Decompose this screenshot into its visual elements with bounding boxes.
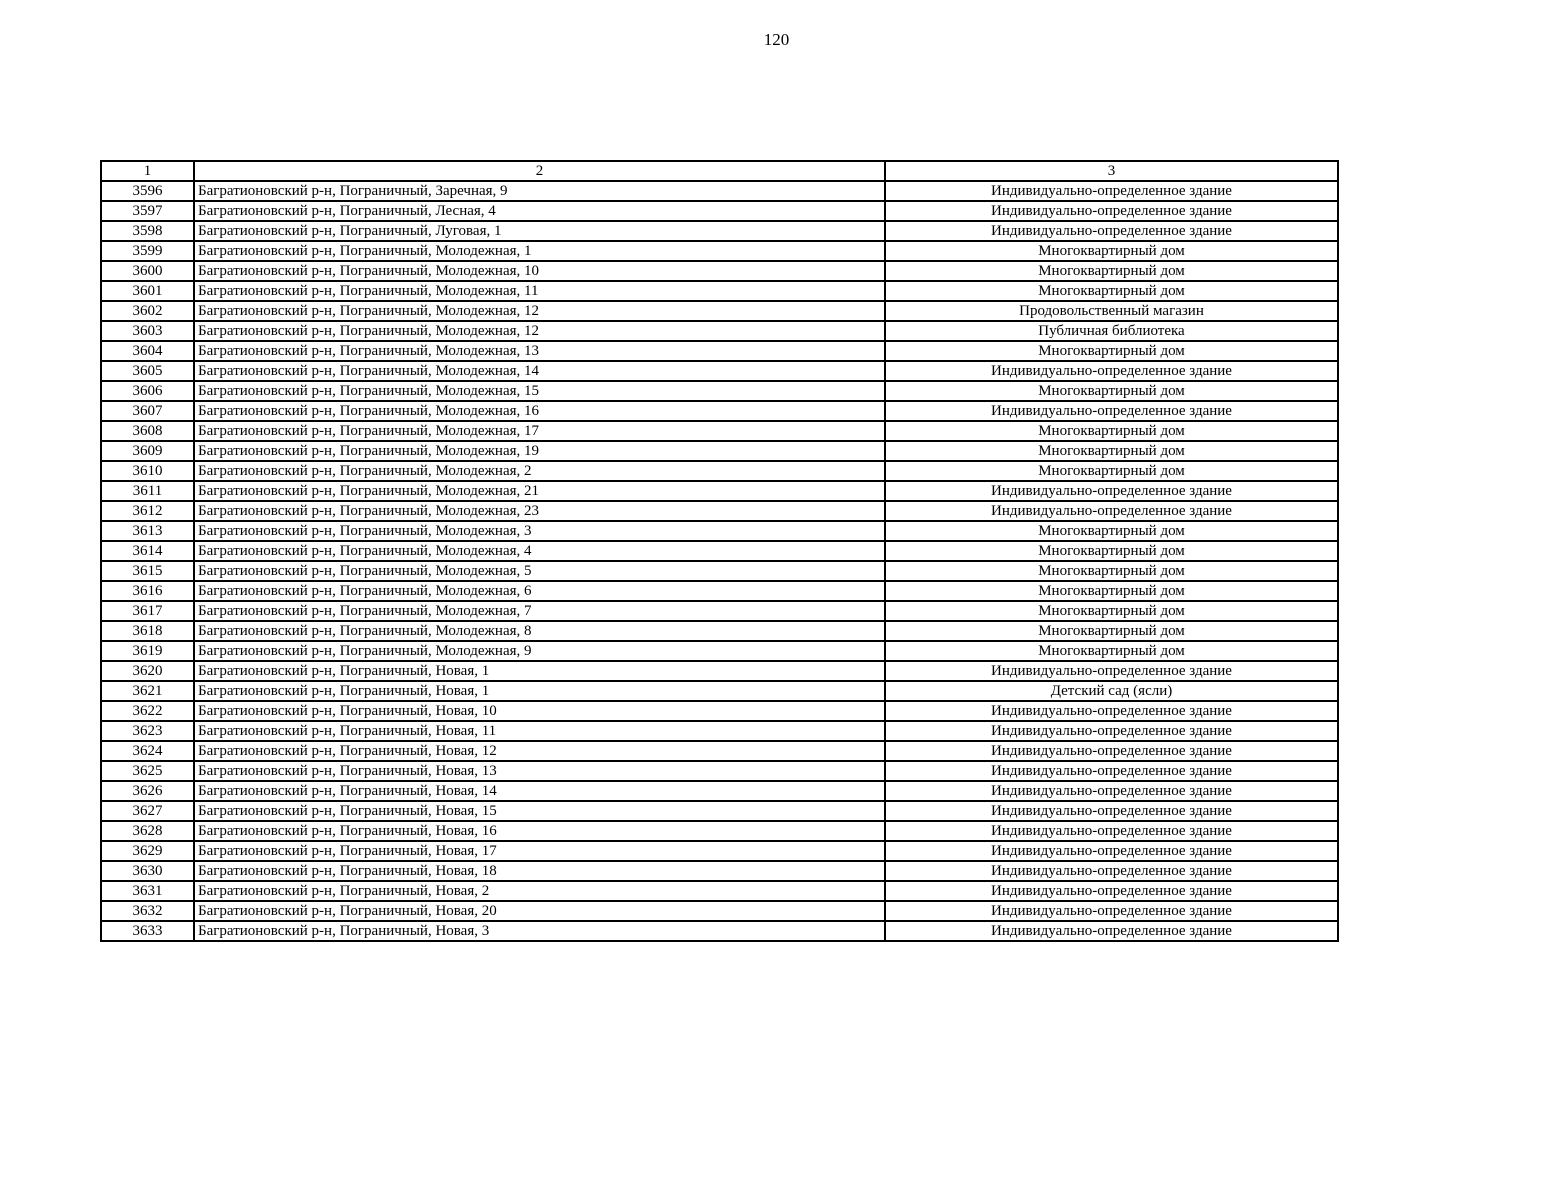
- address-cell: Багратионовский р-н, Пограничный, Молодежная, 8: [194, 621, 885, 641]
- address-cell: Багратионовский р-н, Пограничный, Молодежная, 19: [194, 441, 885, 461]
- object-type-cell: Индивидуально-определенное здание: [885, 761, 1338, 781]
- row-number-cell: 3613: [101, 521, 194, 541]
- row-number-cell: 3608: [101, 421, 194, 441]
- object-type-cell: Индивидуально-определенное здание: [885, 881, 1338, 901]
- row-number-cell: 3629: [101, 841, 194, 861]
- address-cell: Багратионовский р-н, Пограничный, Молодежная, 15: [194, 381, 885, 401]
- table-row: [101, 561, 1338, 581]
- row-number-cell: 3628: [101, 821, 194, 841]
- table-header-row: [101, 161, 1338, 181]
- object-type-cell: Индивидуально-определенное здание: [885, 181, 1338, 201]
- table-row: [101, 901, 1338, 921]
- address-cell: Багратионовский р-н, Пограничный, Новая, 16: [194, 821, 885, 841]
- object-type-cell: Многоквартирный дом: [885, 241, 1338, 261]
- object-type-cell: Многоквартирный дом: [885, 421, 1338, 441]
- address-cell: Багратионовский р-н, Пограничный, Новая, 15: [194, 801, 885, 821]
- address-cell: Багратионовский р-н, Пограничный, Молодежная, 17: [194, 421, 885, 441]
- table-row: [101, 921, 1338, 941]
- row-number-cell: 3606: [101, 381, 194, 401]
- object-type-cell: Многоквартирный дом: [885, 561, 1338, 581]
- row-number-cell: 3602: [101, 301, 194, 321]
- table-row: [101, 641, 1338, 661]
- address-cell: Багратионовский р-н, Пограничный, Молодежная, 21: [194, 481, 885, 501]
- address-cell: Багратионовский р-н, Пограничный, Молодежная, 9: [194, 641, 885, 661]
- address-cell: Багратионовский р-н, Пограничный, Новая, 1: [194, 681, 885, 701]
- object-type-cell: Индивидуально-определенное здание: [885, 501, 1338, 521]
- address-cell: Багратионовский р-н, Пограничный, Заречная, 9: [194, 181, 885, 201]
- object-type-cell: Индивидуально-определенное здание: [885, 781, 1338, 801]
- object-type-cell: Индивидуально-определенное здание: [885, 201, 1338, 221]
- object-type-cell: Многоквартирный дом: [885, 461, 1338, 481]
- registry-table: [100, 160, 1339, 942]
- object-type-cell: Многоквартирный дом: [885, 581, 1338, 601]
- table-row: [101, 241, 1338, 261]
- row-number-cell: 3626: [101, 781, 194, 801]
- row-number-cell: 3631: [101, 881, 194, 901]
- row-number-cell: 3612: [101, 501, 194, 521]
- address-cell: Багратионовский р-н, Пограничный, Новая, 18: [194, 861, 885, 881]
- address-cell: Багратионовский р-н, Пограничный, Молодежная, 14: [194, 361, 885, 381]
- address-cell: Багратионовский р-н, Пограничный, Луговая, 1: [194, 221, 885, 241]
- object-type-cell: Публичная библиотека: [885, 321, 1338, 341]
- object-type-cell: Многоквартирный дом: [885, 441, 1338, 461]
- address-cell: Багратионовский р-н, Пограничный, Молодежная, 1: [194, 241, 885, 261]
- row-number-cell: 3615: [101, 561, 194, 581]
- object-type-cell: Многоквартирный дом: [885, 621, 1338, 641]
- row-number-cell: 3598: [101, 221, 194, 241]
- row-number-cell: 3605: [101, 361, 194, 381]
- row-number-cell: 3620: [101, 661, 194, 681]
- address-cell: Багратионовский р-н, Пограничный, Молодежная, 10: [194, 261, 885, 281]
- column-number-3: 3: [885, 161, 1338, 181]
- table-row: [101, 841, 1338, 861]
- object-type-cell: Индивидуально-определенное здание: [885, 481, 1338, 501]
- object-type-cell: Индивидуально-определенное здание: [885, 821, 1338, 841]
- table-row: [101, 801, 1338, 821]
- object-type-cell: Индивидуально-определенное здание: [885, 741, 1338, 761]
- table-row: [101, 361, 1338, 381]
- address-cell: Багратионовский р-н, Пограничный, Новая, 14: [194, 781, 885, 801]
- row-number-cell: 3619: [101, 641, 194, 661]
- row-number-cell: 3618: [101, 621, 194, 641]
- address-cell: Багратионовский р-н, Пограничный, Новая, 11: [194, 721, 885, 741]
- table-row: [101, 521, 1338, 541]
- row-number-cell: 3617: [101, 601, 194, 621]
- object-type-cell: Индивидуально-определенное здание: [885, 661, 1338, 681]
- address-cell: Багратионовский р-н, Пограничный, Молодежная, 13: [194, 341, 885, 361]
- object-type-cell: Многоквартирный дом: [885, 341, 1338, 361]
- table-row: [101, 221, 1338, 241]
- object-type-cell: Индивидуально-определенное здание: [885, 721, 1338, 741]
- table-row: [101, 481, 1338, 501]
- row-number-cell: 3610: [101, 461, 194, 481]
- row-number-cell: 3607: [101, 401, 194, 421]
- table-row: [101, 381, 1338, 401]
- row-number-cell: 3596: [101, 181, 194, 201]
- table-row: [101, 301, 1338, 321]
- row-number-cell: 3621: [101, 681, 194, 701]
- table-row: [101, 281, 1338, 301]
- object-type-cell: Индивидуально-определенное здание: [885, 221, 1338, 241]
- address-cell: Багратионовский р-н, Пограничный, Молодежная, 23: [194, 501, 885, 521]
- row-number-cell: 3597: [101, 201, 194, 221]
- table-row: [101, 781, 1338, 801]
- address-cell: Багратионовский р-н, Пограничный, Молодежная, 16: [194, 401, 885, 421]
- table-row: [101, 421, 1338, 441]
- address-cell: Багратионовский р-н, Пограничный, Молодежная, 2: [194, 461, 885, 481]
- table-row: [101, 461, 1338, 481]
- row-number-cell: 3632: [101, 901, 194, 921]
- column-number-1: 1: [101, 161, 194, 181]
- object-type-cell: Индивидуально-определенное здание: [885, 801, 1338, 821]
- column-number-2: 2: [194, 161, 885, 181]
- address-cell: Багратионовский р-н, Пограничный, Молодежная, 3: [194, 521, 885, 541]
- table-row: [101, 261, 1338, 281]
- table-row: [101, 701, 1338, 721]
- table-row: [101, 321, 1338, 341]
- table-row: [101, 441, 1338, 461]
- table-row: [101, 681, 1338, 701]
- address-cell: Багратионовский р-н, Пограничный, Новая, 12: [194, 741, 885, 761]
- row-number-cell: 3601: [101, 281, 194, 301]
- table-row: [101, 821, 1338, 841]
- row-number-cell: 3616: [101, 581, 194, 601]
- address-cell: Багратионовский р-н, Пограничный, Новая, 13: [194, 761, 885, 781]
- address-cell: Багратионовский р-н, Пограничный, Новая, 20: [194, 901, 885, 921]
- row-number-cell: 3633: [101, 921, 194, 941]
- row-number-cell: 3609: [101, 441, 194, 461]
- row-number-cell: 3622: [101, 701, 194, 721]
- object-type-cell: Многоквартирный дом: [885, 541, 1338, 561]
- address-cell: Багратионовский р-н, Пограничный, Молодежная, 6: [194, 581, 885, 601]
- table-row: [101, 881, 1338, 901]
- address-cell: Багратионовский р-н, Пограничный, Новая, 2: [194, 881, 885, 901]
- table-row: [101, 761, 1338, 781]
- registry-table-body: [101, 161, 1338, 941]
- table-row: [101, 621, 1338, 641]
- address-cell: Багратионовский р-н, Пограничный, Молодежная, 5: [194, 561, 885, 581]
- address-cell: Багратионовский р-н, Пограничный, Молодежная, 4: [194, 541, 885, 561]
- object-type-cell: Многоквартирный дом: [885, 521, 1338, 541]
- address-cell: Багратионовский р-н, Пограничный, Молодежная, 11: [194, 281, 885, 301]
- row-number-cell: 3627: [101, 801, 194, 821]
- row-number-cell: 3630: [101, 861, 194, 881]
- row-number-cell: 3600: [101, 261, 194, 281]
- address-cell: Багратионовский р-н, Пограничный, Молодежная, 7: [194, 601, 885, 621]
- table-row: [101, 861, 1338, 881]
- address-cell: Багратионовский р-н, Пограничный, Новая, 1: [194, 661, 885, 681]
- object-type-cell: Продовольственный магазин: [885, 301, 1338, 321]
- table-row: [101, 741, 1338, 761]
- object-type-cell: Многоквартирный дом: [885, 601, 1338, 621]
- table-row: [101, 501, 1338, 521]
- object-type-cell: Многоквартирный дом: [885, 261, 1338, 281]
- object-type-cell: Индивидуально-определенное здание: [885, 401, 1338, 421]
- address-cell: Багратионовский р-н, Пограничный, Молодежная, 12: [194, 321, 885, 341]
- row-number-cell: 3611: [101, 481, 194, 501]
- table-row: [101, 201, 1338, 221]
- object-type-cell: Индивидуально-определенное здание: [885, 841, 1338, 861]
- table-row: [101, 661, 1338, 681]
- row-number-cell: 3603: [101, 321, 194, 341]
- object-type-cell: Детский сад (ясли): [885, 681, 1338, 701]
- table-row: [101, 601, 1338, 621]
- row-number-cell: 3625: [101, 761, 194, 781]
- object-type-cell: Многоквартирный дом: [885, 641, 1338, 661]
- address-cell: Багратионовский р-н, Пограничный, Новая, 3: [194, 921, 885, 941]
- page-number: 120: [763, 30, 790, 49]
- object-type-cell: Индивидуально-определенное здание: [885, 921, 1338, 941]
- table-row: [101, 181, 1338, 201]
- object-type-cell: Многоквартирный дом: [885, 281, 1338, 301]
- address-cell: Багратионовский р-н, Пограничный, Молодежная, 12: [194, 301, 885, 321]
- table-row: [101, 581, 1338, 601]
- table-row: [101, 721, 1338, 741]
- object-type-cell: Индивидуально-определенное здание: [885, 361, 1338, 381]
- address-cell: Багратионовский р-н, Пограничный, Новая, 17: [194, 841, 885, 861]
- address-cell: Багратионовский р-н, Пограничный, Новая, 10: [194, 701, 885, 721]
- row-number-cell: 3614: [101, 541, 194, 561]
- row-number-cell: 3623: [101, 721, 194, 741]
- address-cell: Багратионовский р-н, Пограничный, Лесная, 4: [194, 201, 885, 221]
- table-row: [101, 401, 1338, 421]
- object-type-cell: Индивидуально-определенное здание: [885, 901, 1338, 921]
- table-row: [101, 341, 1338, 361]
- row-number-cell: 3604: [101, 341, 194, 361]
- object-type-cell: Индивидуально-определенное здание: [885, 861, 1338, 881]
- object-type-cell: Многоквартирный дом: [885, 381, 1338, 401]
- object-type-cell: Индивидуально-определенное здание: [885, 701, 1338, 721]
- row-number-cell: 3624: [101, 741, 194, 761]
- row-number-cell: 3599: [101, 241, 194, 261]
- table-row: [101, 541, 1338, 561]
